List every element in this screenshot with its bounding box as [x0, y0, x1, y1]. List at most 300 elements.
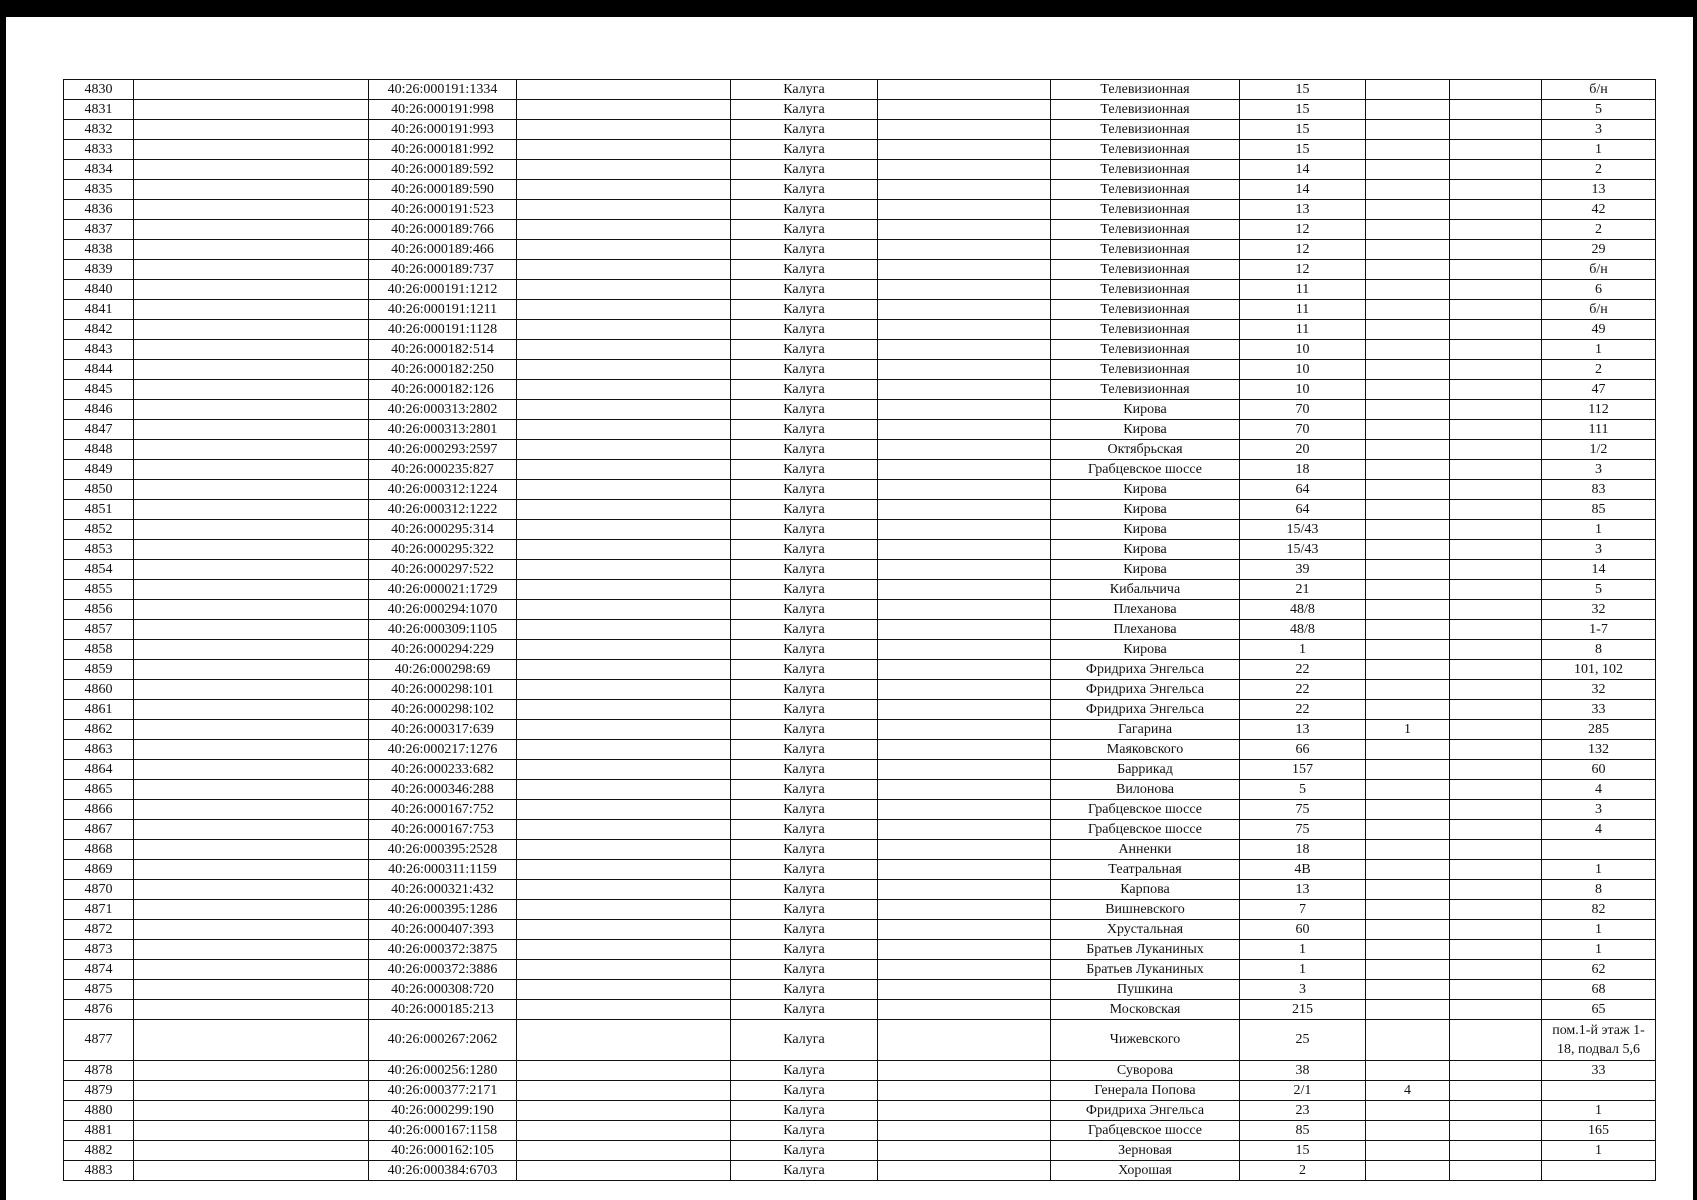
street: Телевизионная [1051, 220, 1240, 240]
house-number: 23 [1240, 1101, 1366, 1121]
cadastral-number: 40:26:000321:432 [369, 880, 517, 900]
empty-cell [1450, 880, 1542, 900]
empty-cell [1450, 100, 1542, 120]
empty-cell [1450, 80, 1542, 100]
table-row [64, 540, 1656, 560]
house-number: 12 [1240, 240, 1366, 260]
city: Калуга [731, 700, 878, 720]
building-number [1366, 960, 1450, 980]
empty-cell [1450, 120, 1542, 140]
house-number: 13 [1240, 720, 1366, 740]
city: Калуга [731, 420, 878, 440]
empty-cell [517, 700, 731, 720]
empty-cell [134, 720, 369, 740]
city: Калуга [731, 140, 878, 160]
building-number [1366, 780, 1450, 800]
building-number [1366, 440, 1450, 460]
cadastral-number: 40:26:000308:720 [369, 980, 517, 1000]
empty-cell [134, 240, 369, 260]
house-number: 15 [1240, 80, 1366, 100]
apartment-number: 165 [1542, 1121, 1656, 1141]
empty-cell [517, 1020, 731, 1061]
empty-cell [878, 100, 1051, 120]
city: Калуга [731, 1081, 878, 1101]
empty-cell [134, 1101, 369, 1121]
street: Зерновая [1051, 1141, 1240, 1161]
empty-cell [517, 440, 731, 460]
cadastral-number: 40:26:000346:288 [369, 780, 517, 800]
table-row [64, 1081, 1656, 1101]
table-row [64, 380, 1656, 400]
empty-cell [1450, 320, 1542, 340]
city: Калуга [731, 300, 878, 320]
empty-cell [134, 980, 369, 1000]
city: Калуга [731, 180, 878, 200]
empty-cell [517, 900, 731, 920]
house-number: 15 [1240, 140, 1366, 160]
cadastral-number: 40:26:000189:592 [369, 160, 517, 180]
empty-cell [878, 260, 1051, 280]
empty-cell [517, 1081, 731, 1101]
apartment-number: 13 [1542, 180, 1656, 200]
house-number: 157 [1240, 760, 1366, 780]
empty-cell [1450, 560, 1542, 580]
empty-cell [134, 580, 369, 600]
city: Калуга [731, 800, 878, 820]
empty-cell [517, 580, 731, 600]
building-number [1366, 220, 1450, 240]
row-number: 4861 [64, 700, 134, 720]
house-number: 12 [1240, 260, 1366, 280]
street: Фридриха Энгельса [1051, 680, 1240, 700]
empty-cell [517, 680, 731, 700]
building-number [1366, 840, 1450, 860]
empty-cell [517, 140, 731, 160]
city: Калуга [731, 120, 878, 140]
street: Телевизионная [1051, 200, 1240, 220]
street: Кирова [1051, 480, 1240, 500]
city: Калуга [731, 920, 878, 940]
row-number: 4853 [64, 540, 134, 560]
cadastral-number: 40:26:000189:737 [369, 260, 517, 280]
scan-top-border [0, 0, 1697, 17]
empty-cell [134, 560, 369, 580]
empty-cell [1450, 340, 1542, 360]
empty-cell [1450, 540, 1542, 560]
street: Телевизионная [1051, 360, 1240, 380]
apartment-number: 68 [1542, 980, 1656, 1000]
table-row [64, 700, 1656, 720]
empty-cell [517, 940, 731, 960]
empty-cell [1450, 1161, 1542, 1181]
building-number [1366, 760, 1450, 780]
empty-cell [517, 1000, 731, 1020]
empty-cell [878, 980, 1051, 1000]
empty-cell [878, 700, 1051, 720]
city: Калуга [731, 1000, 878, 1020]
street: Плеханова [1051, 600, 1240, 620]
street: Карпова [1051, 880, 1240, 900]
empty-cell [1450, 1121, 1542, 1141]
building-number [1366, 460, 1450, 480]
building-number [1366, 260, 1450, 280]
table-row [64, 900, 1656, 920]
empty-cell [517, 600, 731, 620]
street: Пушкина [1051, 980, 1240, 1000]
row-number: 4873 [64, 940, 134, 960]
empty-cell [517, 400, 731, 420]
cadastral-number: 40:26:000191:523 [369, 200, 517, 220]
street: Фридриха Энгельса [1051, 1101, 1240, 1121]
row-number: 4840 [64, 280, 134, 300]
house-number: 13 [1240, 200, 1366, 220]
cadastral-number: 40:26:000191:1334 [369, 80, 517, 100]
apartment-number [1542, 840, 1656, 860]
empty-cell [1450, 1141, 1542, 1161]
street: Хрустальная [1051, 920, 1240, 940]
empty-cell [517, 880, 731, 900]
street: Телевизионная [1051, 80, 1240, 100]
empty-cell [517, 460, 731, 480]
house-number: 48/8 [1240, 600, 1366, 620]
street: Грабцевское шоссе [1051, 460, 1240, 480]
empty-cell [517, 1161, 731, 1181]
table-row [64, 860, 1656, 880]
house-number: 5 [1240, 780, 1366, 800]
building-number [1366, 740, 1450, 760]
house-number: 38 [1240, 1061, 1366, 1081]
cadastral-number: 40:26:000167:753 [369, 820, 517, 840]
house-number: 1 [1240, 960, 1366, 980]
street: Фридриха Энгельса [1051, 660, 1240, 680]
apartment-number: 8 [1542, 880, 1656, 900]
row-number: 4880 [64, 1101, 134, 1121]
city: Калуга [731, 560, 878, 580]
row-number: 4850 [64, 480, 134, 500]
table-row [64, 780, 1656, 800]
empty-cell [878, 500, 1051, 520]
empty-cell [878, 640, 1051, 660]
row-number: 4860 [64, 680, 134, 700]
empty-cell [1450, 580, 1542, 600]
building-number [1366, 420, 1450, 440]
building-number [1366, 620, 1450, 640]
table-row [64, 300, 1656, 320]
row-number: 4867 [64, 820, 134, 840]
empty-cell [1450, 460, 1542, 480]
empty-cell [878, 880, 1051, 900]
empty-cell [134, 360, 369, 380]
empty-cell [1450, 300, 1542, 320]
cadastral-number: 40:26:000162:105 [369, 1141, 517, 1161]
street: Телевизионная [1051, 160, 1240, 180]
table-row [64, 680, 1656, 700]
table-row [64, 620, 1656, 640]
row-number: 4874 [64, 960, 134, 980]
table-row [64, 1161, 1656, 1181]
empty-cell [134, 760, 369, 780]
table-row [64, 580, 1656, 600]
cadastral-number: 40:26:000191:1211 [369, 300, 517, 320]
row-number: 4878 [64, 1061, 134, 1081]
empty-cell [134, 880, 369, 900]
street: Кирова [1051, 520, 1240, 540]
empty-cell [878, 520, 1051, 540]
table-row [64, 160, 1656, 180]
table-row [64, 1121, 1656, 1141]
table-row [64, 800, 1656, 820]
house-number: 11 [1240, 280, 1366, 300]
table-row [64, 1061, 1656, 1081]
cadastral-number: 40:26:000313:2802 [369, 400, 517, 420]
city: Калуга [731, 500, 878, 520]
empty-cell [517, 200, 731, 220]
empty-cell [878, 840, 1051, 860]
row-number: 4858 [64, 640, 134, 660]
house-number: 4В [1240, 860, 1366, 880]
cadastral-number: 40:26:000267:2062 [369, 1020, 517, 1061]
building-number: 1 [1366, 720, 1450, 740]
city: Калуга [731, 760, 878, 780]
empty-cell [1450, 720, 1542, 740]
row-number: 4845 [64, 380, 134, 400]
table-row [64, 560, 1656, 580]
row-number: 4855 [64, 580, 134, 600]
house-number: 22 [1240, 700, 1366, 720]
city: Калуга [731, 840, 878, 860]
building-number [1366, 680, 1450, 700]
city: Калуга [731, 240, 878, 260]
empty-cell [1450, 200, 1542, 220]
cadastral-number: 40:26:000191:1128 [369, 320, 517, 340]
row-number: 4842 [64, 320, 134, 340]
building-number [1366, 560, 1450, 580]
street: Кибальчича [1051, 580, 1240, 600]
street: Генерала Попова [1051, 1081, 1240, 1101]
building-number [1366, 540, 1450, 560]
empty-cell [134, 300, 369, 320]
building-number [1366, 980, 1450, 1000]
street: Грабцевское шоссе [1051, 820, 1240, 840]
empty-cell [1450, 220, 1542, 240]
house-number: 15 [1240, 120, 1366, 140]
empty-cell [134, 1020, 369, 1061]
empty-cell [517, 620, 731, 640]
row-number: 4831 [64, 100, 134, 120]
empty-cell [878, 1020, 1051, 1061]
cadastral-number: 40:26:000295:322 [369, 540, 517, 560]
table-row [64, 960, 1656, 980]
street: Кирова [1051, 560, 1240, 580]
table-row [64, 360, 1656, 380]
table-row [64, 200, 1656, 220]
street: Телевизионная [1051, 240, 1240, 260]
street: Кирова [1051, 540, 1240, 560]
empty-cell [1450, 260, 1542, 280]
house-number: 14 [1240, 160, 1366, 180]
empty-cell [134, 180, 369, 200]
empty-cell [1450, 920, 1542, 940]
empty-cell [1450, 360, 1542, 380]
empty-cell [134, 940, 369, 960]
apartment-number: 3 [1542, 540, 1656, 560]
street: Маяковского [1051, 740, 1240, 760]
house-number: 13 [1240, 880, 1366, 900]
apartment-number: 3 [1542, 120, 1656, 140]
apartment-number: 132 [1542, 740, 1656, 760]
house-number: 15 [1240, 100, 1366, 120]
empty-cell [517, 360, 731, 380]
building-number [1366, 140, 1450, 160]
empty-cell [517, 280, 731, 300]
cadastral-number: 40:26:000294:229 [369, 640, 517, 660]
apartment-number: 1 [1542, 1101, 1656, 1121]
empty-cell [517, 180, 731, 200]
house-number: 2/1 [1240, 1081, 1366, 1101]
building-number [1366, 360, 1450, 380]
apartment-number: 83 [1542, 480, 1656, 500]
table-row [64, 880, 1656, 900]
street: Телевизионная [1051, 180, 1240, 200]
city: Калуга [731, 620, 878, 640]
empty-cell [134, 160, 369, 180]
empty-cell [1450, 280, 1542, 300]
street: Грабцевское шоссе [1051, 800, 1240, 820]
city: Калуга [731, 580, 878, 600]
row-number: 4848 [64, 440, 134, 460]
row-number: 4872 [64, 920, 134, 940]
row-number: 4879 [64, 1081, 134, 1101]
cadastral-number: 40:26:000313:2801 [369, 420, 517, 440]
cadastral-number: 40:26:000299:190 [369, 1101, 517, 1121]
house-number: 70 [1240, 400, 1366, 420]
city: Калуга [731, 80, 878, 100]
empty-cell [878, 960, 1051, 980]
empty-cell [517, 300, 731, 320]
cadastral-number: 40:26:000395:2528 [369, 840, 517, 860]
row-number: 4846 [64, 400, 134, 420]
empty-cell [517, 560, 731, 580]
empty-cell [878, 800, 1051, 820]
city: Калуга [731, 820, 878, 840]
city: Калуга [731, 1101, 878, 1121]
street: Баррикад [1051, 760, 1240, 780]
table-row [64, 720, 1656, 740]
empty-cell [517, 100, 731, 120]
city: Калуга [731, 440, 878, 460]
building-number [1366, 600, 1450, 620]
empty-cell [134, 600, 369, 620]
empty-cell [1450, 180, 1542, 200]
empty-cell [517, 80, 731, 100]
house-number: 15/43 [1240, 540, 1366, 560]
house-number: 22 [1240, 680, 1366, 700]
house-number: 18 [1240, 460, 1366, 480]
empty-cell [134, 520, 369, 540]
city: Калуга [731, 1121, 878, 1141]
empty-cell [517, 260, 731, 280]
street: Телевизионная [1051, 380, 1240, 400]
table-row [64, 240, 1656, 260]
empty-cell [1450, 700, 1542, 720]
empty-cell [134, 260, 369, 280]
building-number [1366, 300, 1450, 320]
empty-cell [1450, 1020, 1542, 1061]
building-number [1366, 1000, 1450, 1020]
cadastral-number: 40:26:000311:1159 [369, 860, 517, 880]
cadastral-number: 40:26:000167:1158 [369, 1121, 517, 1141]
empty-cell [878, 780, 1051, 800]
empty-cell [878, 160, 1051, 180]
building-number [1366, 500, 1450, 520]
empty-cell [1450, 500, 1542, 520]
building-number [1366, 380, 1450, 400]
house-number: 14 [1240, 180, 1366, 200]
empty-cell [878, 920, 1051, 940]
empty-cell [878, 480, 1051, 500]
table-row [64, 320, 1656, 340]
apartment-number: 2 [1542, 360, 1656, 380]
empty-cell [517, 500, 731, 520]
cadastral-number: 40:26:000298:102 [369, 700, 517, 720]
empty-cell [134, 120, 369, 140]
row-number: 4866 [64, 800, 134, 820]
street: Хорошая [1051, 1161, 1240, 1181]
cadastral-number: 40:26:000312:1224 [369, 480, 517, 500]
empty-cell [878, 1121, 1051, 1141]
empty-cell [134, 820, 369, 840]
row-number: 4876 [64, 1000, 134, 1020]
table-row [64, 260, 1656, 280]
row-number: 4869 [64, 860, 134, 880]
building-number [1366, 700, 1450, 720]
table-row [64, 840, 1656, 860]
empty-cell [1450, 600, 1542, 620]
empty-cell [878, 1061, 1051, 1081]
house-number: 12 [1240, 220, 1366, 240]
apartment-number: 60 [1542, 760, 1656, 780]
apartment-number: 1 [1542, 920, 1656, 940]
street: Октябрьская [1051, 440, 1240, 460]
street: Телевизионная [1051, 260, 1240, 280]
street: Телевизионная [1051, 300, 1240, 320]
empty-cell [1450, 520, 1542, 540]
empty-cell [1450, 680, 1542, 700]
building-number [1366, 1121, 1450, 1141]
row-number: 4849 [64, 460, 134, 480]
house-number: 2 [1240, 1161, 1366, 1181]
building-number [1366, 860, 1450, 880]
table-row [64, 1101, 1656, 1121]
city: Калуга [731, 680, 878, 700]
street: Телевизионная [1051, 100, 1240, 120]
empty-cell [134, 660, 369, 680]
empty-cell [134, 280, 369, 300]
empty-cell [134, 1081, 369, 1101]
city: Калуга [731, 900, 878, 920]
apartment-number: 32 [1542, 600, 1656, 620]
street: Телевизионная [1051, 340, 1240, 360]
row-number: 4830 [64, 80, 134, 100]
table-body [64, 80, 1656, 1181]
city: Калуга [731, 640, 878, 660]
row-number: 4839 [64, 260, 134, 280]
city: Калуга [731, 780, 878, 800]
empty-cell [517, 660, 731, 680]
city: Калуга [731, 320, 878, 340]
scan-right-border [1693, 0, 1697, 1200]
street: Грабцевское шоссе [1051, 1121, 1240, 1141]
